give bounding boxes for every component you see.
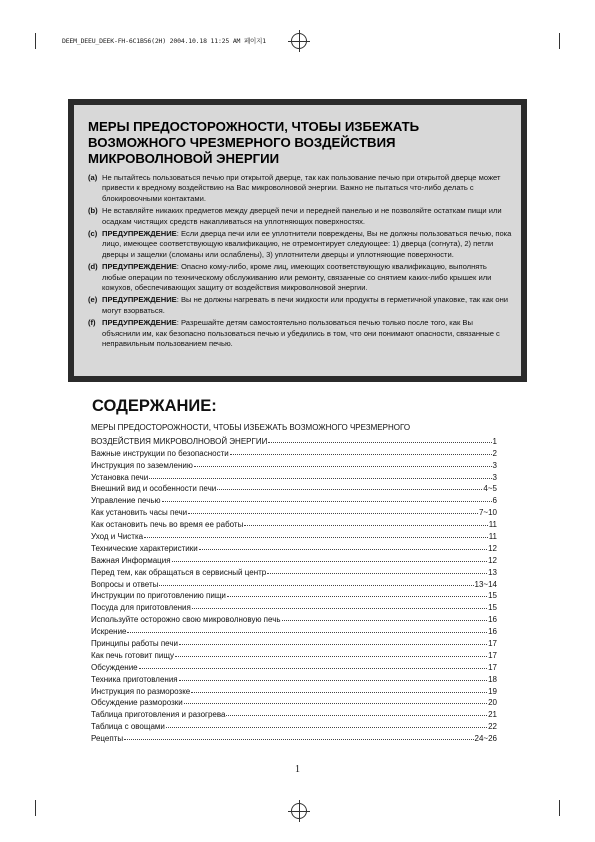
toc-entry-page: 17 xyxy=(488,639,497,649)
toc-leader-dots xyxy=(127,624,487,633)
toc-entry-title: Как остановить печь во время ее работы xyxy=(91,520,244,530)
toc-leader-dots xyxy=(188,505,478,514)
toc-entry-title: Внешний вид и особенности печи xyxy=(91,484,217,494)
toc-leader-dots xyxy=(179,672,487,681)
toc-entry-page: 11 xyxy=(488,532,497,542)
toc-leader-dots xyxy=(199,541,487,550)
print-header: DEEM_DEEU_DEEK-FH-6C1B56(2H) 2004.10.18 11:25 AM 페이지1 xyxy=(62,37,266,45)
toc-entry-page: 7~10 xyxy=(478,508,497,518)
warning-item xyxy=(88,173,512,204)
toc-title: СОДЕРЖАНИЕ: xyxy=(92,397,217,415)
warning-item-text: Не пытайтесь пользоваться печью при открытой дверце, так как пользование печью при открытой дверце может привести к вредному воздействию на Вас микроволновой энергии. Важно не пытаться что-либо делать с блокировочными контактами. xyxy=(102,173,501,203)
registration-mark-top xyxy=(291,33,307,49)
warning-item-text: : Вы не должны нагревать в печи жидкости или продукты в герметичной упаковке, так как они могут взорваться. xyxy=(102,295,509,315)
toc-entry-title: Как печь готовит пищу xyxy=(91,650,175,660)
warning-keyword: ПРЕДУПРЕЖДЕНИЕ xyxy=(102,318,177,328)
warning-item xyxy=(88,206,512,227)
warning-list xyxy=(88,173,512,352)
toc-entry-title: Управление печью xyxy=(91,496,161,506)
toc-entry-page: 15 xyxy=(488,591,497,601)
warning-item-text: : Опасно кому-либо, кроме лиц, имеющих соответствующую квалификацию, выполнять любые операции по техническому обслуживанию или ремонту, связанные со снятием каких-либо крышек или кожухов, обеспечивающих защиту от воздействия микроволновой энергии. xyxy=(102,262,492,293)
warning-item-label: (d) xyxy=(88,262,98,272)
toc-entry-title: Установка печи xyxy=(91,472,149,482)
toc-leader-dots xyxy=(268,434,491,443)
toc-leader-dots xyxy=(172,553,488,562)
warning-item-label: (b) xyxy=(88,206,98,216)
toc-entry-page: 3 xyxy=(492,460,497,470)
toc-entry-page: 21 xyxy=(488,710,497,720)
toc-entry-title: Инструкции по приготовлению пищи xyxy=(91,591,226,601)
toc-entry-title: Уход и Чистка xyxy=(91,532,144,542)
warning-item-text: : Если дверца печи или ее уплотнители повреждены, Вы не должны пользоваться печью, пока лицо, имеющее соответствующую квалификацию, не отремонтирует следующее: 1) дверца (согнута), 2) петли дверцы и защелки (сломаны или ослаблены), 3) уплотнители дверцы и уплотняющие поверхности. xyxy=(102,229,512,259)
page-number: 1 xyxy=(295,764,300,775)
toc-entry-page: 11 xyxy=(488,520,497,530)
toc-entry-page: 2 xyxy=(492,448,497,458)
toc-entry-title: Искрение xyxy=(91,627,127,637)
toc-entry-title: Инструкция по разморозке xyxy=(91,686,191,696)
warning-item xyxy=(88,295,512,316)
toc-leader-dots xyxy=(175,648,487,657)
toc-leader-dots xyxy=(166,719,487,728)
toc-entry-page: 12 xyxy=(488,543,497,553)
warning-keyword: ПРЕДУПРЕЖДЕНИЕ xyxy=(102,229,177,239)
warning-item xyxy=(88,318,512,349)
toc-entry-page: 12 xyxy=(488,555,497,565)
toc-list xyxy=(91,423,497,744)
toc-entry-page: 17 xyxy=(488,650,497,660)
toc-entry-title: Таблица приготовления и разогрева xyxy=(91,710,226,720)
toc-entry-page: 18 xyxy=(488,674,497,684)
toc-entry-title: Как установить часы печи xyxy=(91,508,188,518)
toc-entry-page: 16 xyxy=(488,627,497,637)
toc-entry-page: 13~14 xyxy=(474,579,497,589)
warning-item-label: (c) xyxy=(88,229,98,239)
toc-leader-dots xyxy=(179,636,487,645)
toc-entry-title: Принципы работы печи xyxy=(91,639,178,649)
toc-leader-dots xyxy=(226,707,487,716)
crop-mark xyxy=(559,33,560,49)
toc-entry-title: Посуда для приготовления xyxy=(91,603,191,613)
warning-item-text: : Разрешайте детям самостоятельно пользоваться печью только после того, как Вы объяснили им, как безопасно пользоваться печью и убедились в том, что они понимают опасности, связанные с неправильным пользованием печью. xyxy=(102,318,500,349)
warning-keyword: ПРЕДУПРЕЖДЕНИЕ xyxy=(102,295,177,305)
warning-item-label: (e) xyxy=(88,295,98,305)
toc-leader-dots xyxy=(162,493,492,502)
toc-leader-dots xyxy=(191,684,487,693)
registration-mark-bottom xyxy=(291,803,307,819)
toc-entry-page: 17 xyxy=(488,662,497,672)
toc-entry-title: Используйте осторожно свою микроволновую печь xyxy=(91,615,281,625)
warning-item-label: (a) xyxy=(88,173,98,182)
toc-entry-page: 1 xyxy=(492,436,497,446)
toc-entry-title: Обсуждение xyxy=(91,662,138,672)
warning-item-text: Не вставляйте никаких предметов между дверцей печи и передней панелью и не позволяйте остаткам пищи или осадкам чистящих средств накапливаться на уплотняющих поверхностях. xyxy=(102,206,502,226)
toc-entry-page: 13 xyxy=(488,567,497,577)
toc-entry-page: 22 xyxy=(488,722,497,732)
toc-leader-dots xyxy=(192,600,487,609)
toc-entry-title: Важные инструкции по безопасности xyxy=(91,448,229,458)
toc-entry-title: Инструкция по заземлению xyxy=(91,460,193,470)
toc-entry-page: 15 xyxy=(488,603,497,613)
toc-entry-first-line: МЕРЫ ПРЕДОСТОРОЖНОСТИ, ЧТОБЫ ИЗБЕЖАТЬ ВОЗМОЖНОГО ЧРЕЗМЕРНОГО xyxy=(91,423,411,432)
toc-entry-page: 20 xyxy=(488,698,497,708)
toc-leader-dots xyxy=(244,517,487,526)
toc-leader-dots xyxy=(217,481,482,490)
toc-entry-page: 4~5 xyxy=(483,484,497,494)
toc-entry-page: 19 xyxy=(488,686,497,696)
warning-keyword: ПРЕДУПРЕЖДЕНИЕ xyxy=(102,262,177,272)
toc-leader-dots xyxy=(267,565,487,574)
toc-leader-dots xyxy=(124,731,473,740)
crop-mark xyxy=(35,800,36,816)
toc-leader-dots xyxy=(194,458,492,467)
toc-leader-dots xyxy=(139,660,487,669)
toc-leader-dots xyxy=(144,529,488,538)
warning-item xyxy=(88,229,512,260)
toc-leader-dots xyxy=(282,612,488,621)
toc-entry-page: 3 xyxy=(492,472,497,482)
toc-leader-dots xyxy=(149,470,491,479)
warning-item-label: (f) xyxy=(88,318,96,328)
toc-entry-page: 24~26 xyxy=(474,734,497,744)
toc-leader-dots xyxy=(227,588,487,597)
toc-entry-page: 16 xyxy=(488,615,497,625)
toc-entry-title: Таблица с овощами xyxy=(91,722,165,732)
warning-box xyxy=(68,99,527,382)
toc-leader-dots xyxy=(159,577,473,586)
toc-entry-title: ВОЗДЕЙСТВИЯ МИКРОВОЛНОВОЙ ЭНЕРГИИ xyxy=(91,436,268,446)
crop-mark xyxy=(559,800,560,816)
toc-entry-title: Перед тем, как обращаться в сервисный центр xyxy=(91,567,267,577)
warning-item xyxy=(88,262,512,293)
toc-entry-title: Технические характеристики xyxy=(91,543,198,553)
toc-entry-title: Рецепты xyxy=(91,734,124,744)
toc-entry-page: 6 xyxy=(492,496,497,506)
toc-leader-dots xyxy=(230,446,492,455)
toc-entry[interactable] xyxy=(91,732,497,744)
toc-leader-dots xyxy=(184,695,487,704)
toc-entry-title: Важная Информация xyxy=(91,555,171,565)
toc-entry-title: Техника приготовления xyxy=(91,674,178,684)
crop-mark xyxy=(35,33,36,49)
toc-entry-title: Вопросы и ответы xyxy=(91,579,159,589)
toc-entry-title: Обсуждение разморозки xyxy=(91,698,183,708)
warning-title: МЕРЫ ПРЕДОСТОРОЖНОСТИ, ЧТОБЫ ИЗБЕЖАТЬ ВОЗМОЖНОГО ЧРЕЗМЕРНОГО ВОЗДЕЙСТВИЯ МИКРОВОЛНОВОЙ ЭНЕРГИИ xyxy=(88,119,420,166)
